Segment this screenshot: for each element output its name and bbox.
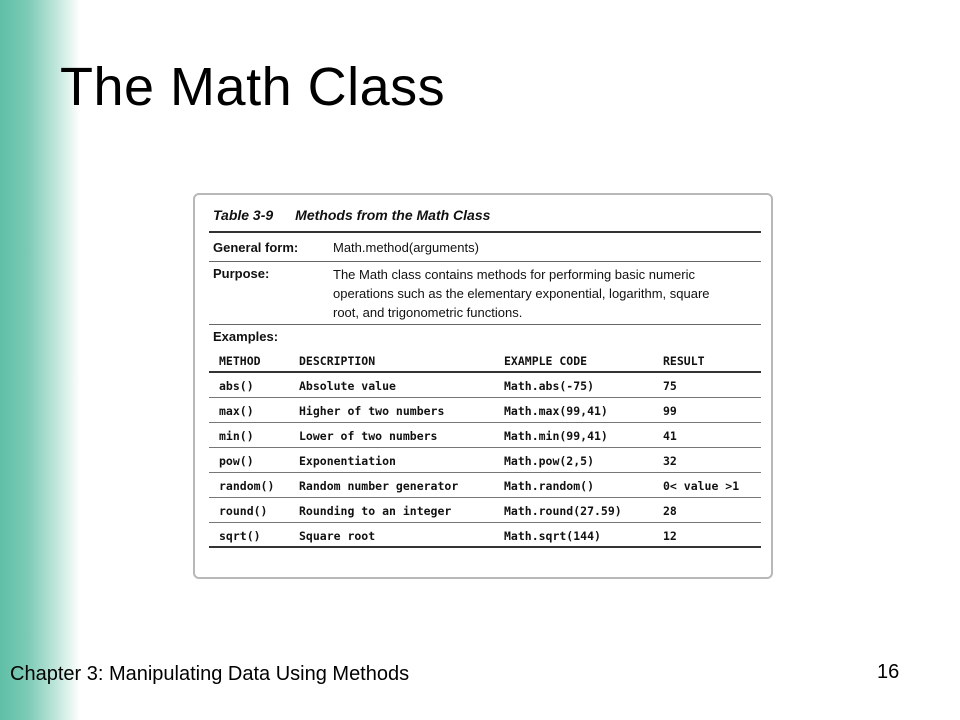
purpose-line: root, and trigonometric functions. [333,305,523,320]
row-divider [209,261,761,262]
page-number: 16 [877,661,900,683]
purpose-text [333,265,758,322]
table-header-row [209,348,761,373]
example-code-cell: Math.sqrt(144) [504,529,601,543]
method-cell: sqrt() [219,529,261,543]
method-cell: max() [219,404,254,418]
table-row [209,398,761,423]
row-divider [209,324,761,325]
method-cell: round() [219,504,268,518]
result-cell: 75 [663,379,677,393]
column-header: EXAMPLE CODE [504,354,588,368]
table-row [209,523,761,548]
table-row [209,498,761,523]
description-cell: Random number generator [299,479,459,493]
method-cell: abs() [219,379,254,393]
result-cell: 0< value >1 [663,479,740,493]
purpose-line: operations such as the elementary exponential, logarithm, square [333,286,710,301]
table-title: Methods from the Math Class [295,207,491,223]
example-code-cell: Math.pow(2,5) [504,454,595,468]
example-code-cell: Math.round(27.59) [504,504,622,518]
table-row [209,448,761,473]
result-cell: 41 [663,429,677,443]
purpose-label: Purpose: [213,266,270,281]
purpose-line: The Math class contains methods for performing basic numeric [333,267,695,282]
table-row [209,373,761,398]
description-cell: Exponentiation [299,454,396,468]
examples-label: Examples: [213,329,279,344]
example-code-cell: Math.min(99,41) [504,429,608,443]
table-bottom-rule [209,546,761,548]
method-cell: random() [219,479,275,493]
table-caption [213,207,490,223]
description-cell: Square root [299,529,376,543]
example-code-cell: Math.abs(-75) [504,379,595,393]
table-row [209,473,761,498]
method-cell: pow() [219,454,254,468]
example-code-cell: Math.max(99,41) [504,404,608,418]
result-cell: 12 [663,529,677,543]
caption-rule [209,231,761,233]
chapter-footer: Chapter 3: Manipulating Data Using Methods [10,663,410,685]
result-cell: 32 [663,454,677,468]
general-form-label: General form: [213,240,299,255]
column-header: DESCRIPTION [299,354,376,368]
description-cell: Rounding to an integer [299,504,452,518]
table-number: Table 3-9 [213,207,274,223]
description-cell: Higher of two numbers [299,404,445,418]
example-code-cell: Math.random() [504,479,595,493]
column-header: RESULT [663,354,705,368]
result-cell: 99 [663,404,677,418]
math-methods-table [193,193,773,579]
description-cell: Absolute value [299,379,396,393]
slide-title: The Math Class [60,57,446,117]
table-row [209,423,761,448]
method-cell: min() [219,429,254,443]
general-form-value: Math.method(arguments) [333,240,479,255]
description-cell: Lower of two numbers [299,429,438,443]
result-cell: 28 [663,504,677,518]
column-header: METHOD [219,354,261,368]
